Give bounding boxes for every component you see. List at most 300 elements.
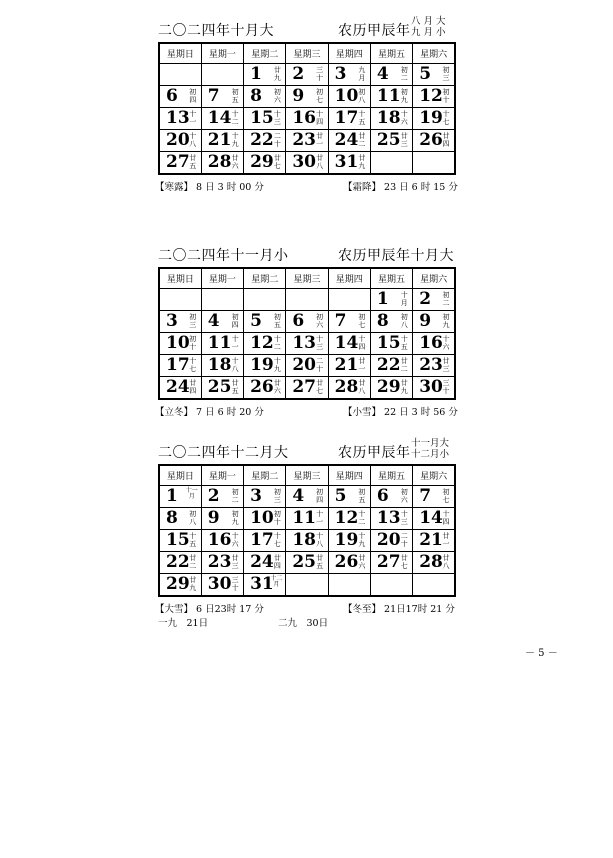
week-row	[159, 574, 455, 597]
day-cell	[244, 574, 286, 597]
lunar-day: 廿六	[231, 154, 239, 170]
day-cell-content	[371, 333, 412, 354]
empty-cell	[159, 64, 201, 86]
lunar-year-title: 农历甲辰年	[338, 23, 411, 39]
day-cell-content	[329, 552, 370, 573]
weekday-header: 星期六	[413, 268, 455, 289]
day-cell-content	[413, 311, 454, 332]
solar-day: 9	[207, 508, 220, 528]
weekday-header: 星期日	[159, 43, 201, 64]
day-cell-content	[329, 64, 370, 85]
solar-term-name: 【立冬】	[155, 407, 194, 418]
day-cell-content	[286, 86, 327, 107]
lunar-day: 二十	[316, 357, 324, 373]
solar-day: 21	[207, 130, 232, 150]
day-cell-content	[286, 508, 327, 529]
solar-day: 29	[376, 377, 401, 397]
day-cell-content	[244, 377, 285, 398]
solar-day: 20	[292, 355, 317, 375]
day-cell	[286, 64, 328, 86]
day-cell	[201, 152, 243, 175]
lunar-day: 廿三	[400, 132, 408, 148]
lunar-day: 初九	[231, 510, 239, 526]
lunar-day: 廿八	[442, 554, 450, 570]
day-cell	[413, 486, 455, 508]
lunar-day: 十二	[358, 510, 366, 526]
day-cell	[286, 333, 328, 355]
lunar-day: 十一	[189, 110, 197, 126]
day-cell-content	[160, 486, 201, 507]
page-number: － 5 －	[525, 648, 558, 659]
day-cell	[328, 552, 370, 574]
solar-term-name: 【寒露】	[155, 182, 194, 193]
lunar-day: 十九	[231, 132, 239, 148]
day-cell-content	[202, 333, 243, 354]
day-cell	[201, 355, 243, 377]
day-cell-content	[329, 508, 370, 529]
day-cell-content	[286, 530, 327, 551]
lunar-month-label: 八 月 大	[411, 16, 446, 27]
month-block	[155, 243, 458, 422]
day-cell	[244, 108, 286, 130]
day-cell-content	[413, 108, 454, 129]
day-cell-content	[202, 86, 243, 107]
week-row	[159, 64, 455, 86]
day-cell	[413, 311, 455, 333]
solar-day: 14	[207, 108, 232, 128]
lunar-day: 廿五	[231, 379, 239, 395]
day-cell	[244, 311, 286, 333]
solar-term	[155, 601, 264, 615]
day-cell-content	[371, 508, 412, 529]
weekday-header: 星期四	[328, 465, 370, 486]
day-cell	[328, 130, 370, 152]
solar-day: 26	[419, 130, 443, 150]
solar-day: 27	[292, 377, 317, 397]
lunar-day: 十六	[231, 532, 239, 548]
day-cell-content	[413, 377, 454, 398]
lunar-day: 三十	[231, 576, 239, 592]
solar-day: 23	[207, 552, 232, 572]
day-cell	[201, 508, 243, 530]
solar-day: 9	[419, 311, 432, 331]
day-cell-content	[329, 486, 370, 507]
lunar-day: 廿一	[442, 532, 450, 548]
lunar-day: 廿一	[358, 357, 366, 373]
day-cell-content	[244, 552, 285, 573]
month-title: 二〇二四年十月大	[158, 23, 274, 39]
day-cell	[244, 86, 286, 108]
day-cell-content	[371, 355, 412, 376]
day-cell-content	[371, 486, 412, 507]
empty-cell	[370, 574, 412, 597]
solar-day: 17	[250, 530, 274, 550]
day-cell-content	[202, 486, 243, 507]
day-cell-content	[244, 311, 285, 332]
lunar-day: 十八	[189, 132, 197, 148]
solar-day: 27	[166, 152, 190, 172]
day-cell	[286, 530, 328, 552]
lunar-day: 廿六	[273, 379, 281, 395]
solar-day: 22	[250, 130, 274, 150]
day-cell	[201, 86, 243, 108]
lunar-day: 初八	[400, 313, 408, 329]
day-cell-content	[329, 108, 370, 129]
solar-day: 10	[250, 508, 274, 528]
week-row	[159, 552, 455, 574]
lunar-day: 初七	[358, 313, 366, 329]
day-cell-content	[371, 377, 412, 398]
weekday-header-row	[159, 43, 455, 64]
lunar-day: 十一	[231, 335, 239, 351]
lunar-day: 廿五	[316, 554, 324, 570]
weekday-header: 星期四	[328, 43, 370, 64]
solar-day: 7	[419, 486, 432, 506]
day-cell	[413, 508, 455, 530]
day-cell-content	[413, 508, 454, 529]
day-cell	[159, 486, 201, 508]
day-cell-content	[413, 86, 454, 107]
solar-day: 28	[207, 152, 232, 172]
day-cell	[244, 508, 286, 530]
weekday-header: 星期二	[244, 43, 286, 64]
week-row	[159, 152, 455, 175]
solar-day: 12	[419, 86, 443, 106]
lunar-day: 十四	[442, 510, 450, 526]
lunar-day: 廿四	[273, 554, 281, 570]
day-cell	[244, 130, 286, 152]
day-cell	[159, 86, 201, 108]
day-cell	[244, 152, 286, 175]
weekday-header: 星期六	[413, 43, 455, 64]
solar-day: 13	[166, 108, 190, 128]
solar-day: 26	[250, 377, 274, 397]
solar-term-name: 【大雪】	[155, 604, 194, 615]
solar-day: 12	[334, 508, 359, 528]
day-cell	[370, 64, 412, 86]
weekday-header: 星期三	[286, 268, 328, 289]
day-cell-content	[160, 108, 201, 129]
calendar-grid	[158, 42, 456, 175]
lunar-day: 初八	[358, 88, 366, 104]
solar-day: 30	[419, 377, 443, 397]
solar-day: 15	[166, 530, 190, 550]
lunar-day: 初十	[189, 335, 197, 351]
solar-day: 11	[292, 508, 317, 528]
calendar-grid	[158, 267, 456, 400]
lunar-day: 廿九	[358, 154, 366, 170]
lunar-day: 初四	[316, 488, 324, 504]
day-cell-content	[329, 311, 370, 332]
week-row	[159, 130, 455, 152]
solar-day: 25	[207, 377, 232, 397]
lunar-day: 初十	[273, 510, 281, 526]
lunar-day: 初五	[358, 488, 366, 504]
lunar-day: 廿七	[316, 379, 324, 395]
solar-day: 11	[207, 333, 232, 353]
solar-day: 23	[419, 355, 443, 375]
solar-term-time: 7 日 6 时 20 分	[196, 407, 264, 418]
solar-day: 22	[376, 355, 401, 375]
day-cell-content	[329, 86, 370, 107]
lunar-day: 初四	[189, 88, 197, 104]
day-cell	[413, 64, 455, 86]
lunar-day: 初三	[189, 313, 197, 329]
lunar-day: 初六	[316, 313, 324, 329]
day-cell	[413, 530, 455, 552]
solar-day: 17	[166, 355, 190, 375]
day-cell	[159, 530, 201, 552]
day-cell-content	[329, 152, 370, 173]
solar-term	[343, 179, 458, 193]
day-cell-content	[286, 64, 327, 85]
solar-day: 8	[376, 311, 389, 331]
lunar-day: 十二	[273, 335, 281, 351]
day-cell-content	[160, 508, 201, 529]
solar-day: 29	[250, 152, 274, 172]
solar-day: 15	[376, 333, 401, 353]
day-cell-content	[160, 530, 201, 551]
solar-day: 16	[292, 108, 317, 128]
solar-term-time: 23 日 6 时 15 分	[384, 182, 458, 193]
solar-day: 11	[376, 86, 401, 106]
day-cell-content	[413, 64, 454, 85]
day-cell	[370, 108, 412, 130]
lunar-day: 十一	[316, 510, 324, 526]
lunar-day: 廿一	[316, 132, 324, 148]
day-cell	[413, 355, 455, 377]
weekday-header: 星期五	[370, 268, 412, 289]
day-cell	[286, 508, 328, 530]
day-cell-content	[286, 355, 327, 376]
day-cell	[244, 552, 286, 574]
lunar-day: 初五	[231, 88, 239, 104]
solar-day: 19	[419, 108, 443, 128]
day-cell-content	[371, 130, 412, 151]
day-cell	[370, 311, 412, 333]
day-cell	[244, 486, 286, 508]
lunar-day: 初二	[442, 291, 450, 307]
solar-day: 20	[376, 530, 401, 550]
day-cell-content	[413, 552, 454, 573]
lunar-day: 廿三	[231, 554, 239, 570]
lunar-day: 十六	[400, 110, 408, 126]
weekday-header: 星期五	[370, 465, 412, 486]
day-cell	[201, 333, 243, 355]
day-cell	[159, 377, 201, 400]
lunar-day: 十一月	[185, 487, 198, 500]
solar-day: 25	[376, 130, 401, 150]
day-cell-content	[202, 552, 243, 573]
weekday-header: 星期五	[370, 43, 412, 64]
solar-term	[343, 601, 455, 615]
day-cell	[159, 355, 201, 377]
day-cell-content	[202, 152, 243, 173]
lunar-day: 十月	[400, 291, 408, 307]
solar-terms	[155, 179, 458, 197]
day-cell	[328, 152, 370, 175]
solar-day: 18	[376, 108, 401, 128]
day-cell	[370, 130, 412, 152]
empty-cell	[286, 289, 328, 311]
empty-cell	[244, 289, 286, 311]
lunar-year-title: 农历甲辰年十月大	[338, 248, 454, 264]
solar-day: 23	[292, 130, 317, 150]
day-cell-content	[244, 152, 285, 173]
lunar-day: 十五	[358, 110, 366, 126]
day-cell	[244, 530, 286, 552]
solar-day: 16	[207, 530, 232, 550]
empty-cell	[370, 152, 412, 175]
day-cell	[370, 333, 412, 355]
solar-term	[155, 404, 264, 418]
empty-cell	[413, 152, 455, 175]
solar-term-name: 【冬至】	[343, 604, 382, 615]
day-cell	[201, 486, 243, 508]
day-cell	[201, 574, 243, 597]
day-cell	[370, 355, 412, 377]
day-cell-content	[160, 377, 201, 398]
lunar-day: 十六	[442, 335, 450, 351]
day-cell	[286, 486, 328, 508]
lunar-day: 廿五	[189, 154, 197, 170]
solar-day: 13	[376, 508, 401, 528]
day-cell-content	[244, 355, 285, 376]
day-cell	[244, 377, 286, 400]
solar-day: 13	[292, 333, 317, 353]
solar-day: 2	[292, 64, 305, 84]
solar-day: 1	[250, 64, 262, 84]
solar-day: 8	[250, 86, 262, 106]
lunar-day: 廿三	[442, 357, 450, 373]
solar-day: 22	[166, 552, 190, 572]
weekday-header: 星期二	[244, 465, 286, 486]
lunar-day: 十五	[400, 335, 408, 351]
solar-day: 1	[166, 486, 178, 506]
weekday-header: 星期六	[413, 465, 455, 486]
lunar-day: 初三	[442, 66, 450, 82]
solar-day: 28	[419, 552, 443, 572]
day-cell-content	[286, 377, 327, 398]
day-cell-content	[202, 377, 243, 398]
day-cell	[159, 574, 201, 597]
day-cell	[328, 108, 370, 130]
solar-day: 12	[250, 333, 274, 353]
lunar-day: 廿二	[189, 554, 197, 570]
day-cell-content	[160, 333, 201, 354]
day-cell	[370, 552, 412, 574]
day-cell	[286, 377, 328, 400]
day-cell	[413, 108, 455, 130]
calendar-grid	[158, 464, 456, 597]
lunar-day: 十八	[316, 532, 324, 548]
day-cell-content	[244, 486, 285, 507]
lunar-month-label: 九 月 小	[411, 27, 446, 38]
day-cell-content	[202, 530, 243, 551]
weekday-header: 星期三	[286, 43, 328, 64]
solar-day: 28	[334, 377, 359, 397]
week-row	[159, 86, 455, 108]
solar-day: 14	[419, 508, 443, 528]
solar-day: 10	[166, 333, 190, 353]
empty-cell	[328, 574, 370, 597]
solar-day: 2	[419, 289, 432, 309]
day-cell-content	[286, 108, 327, 129]
day-cell	[328, 64, 370, 86]
day-cell	[159, 108, 201, 130]
empty-cell	[201, 64, 243, 86]
shujiu-entry: 二九 30日	[278, 618, 329, 629]
lunar-day: 廿九	[273, 66, 281, 82]
solar-day: 3	[334, 64, 347, 84]
solar-day: 20	[166, 130, 190, 150]
shujiu-entry: 一九 21日	[158, 618, 209, 629]
day-cell-content	[286, 486, 327, 507]
solar-day: 24	[250, 552, 274, 572]
solar-day: 29	[166, 574, 190, 594]
solar-day: 8	[166, 508, 178, 528]
lunar-day: 廿八	[316, 154, 324, 170]
solar-day: 24	[166, 377, 190, 397]
weekday-header-row	[159, 465, 455, 486]
day-cell	[201, 377, 243, 400]
lunar-day: 初八	[189, 510, 197, 526]
day-cell-content	[329, 377, 370, 398]
day-cell-content	[413, 530, 454, 551]
lunar-day: 十九	[273, 357, 281, 373]
weekday-header: 星期四	[328, 268, 370, 289]
lunar-day: 初四	[231, 313, 239, 329]
lunar-day: 廿二	[358, 132, 366, 148]
solar-day: 31	[334, 152, 359, 172]
solar-day: 3	[166, 311, 178, 331]
lunar-day: 廿四	[442, 132, 450, 148]
day-cell	[413, 552, 455, 574]
solar-day: 24	[334, 130, 359, 150]
lunar-day: 初七	[316, 88, 324, 104]
solar-term-time: 22 日 3 时 56 分	[384, 407, 458, 418]
day-cell-content	[329, 355, 370, 376]
month-header	[158, 18, 456, 42]
month-header	[158, 243, 456, 267]
lunar-month-label: 十二月小	[411, 449, 450, 460]
day-cell	[244, 333, 286, 355]
day-cell	[159, 130, 201, 152]
solar-term-time: 6 日23时 17 分	[196, 604, 264, 615]
day-cell	[413, 86, 455, 108]
lunar-day: 十七	[189, 357, 197, 373]
lunar-day: 十二月	[270, 575, 283, 588]
shujiu-counts	[158, 619, 456, 633]
solar-day: 30	[207, 574, 232, 594]
day-cell	[370, 508, 412, 530]
day-cell	[286, 86, 328, 108]
day-cell	[413, 289, 455, 311]
lunar-day: 廿四	[189, 379, 197, 395]
day-cell	[413, 377, 455, 400]
day-cell	[244, 64, 286, 86]
month-block	[155, 438, 456, 633]
day-cell	[286, 355, 328, 377]
solar-day: 31	[250, 574, 274, 594]
day-cell	[201, 108, 243, 130]
day-cell	[328, 311, 370, 333]
day-cell	[159, 508, 201, 530]
lunar-day: 十四	[358, 335, 366, 351]
month-block	[155, 16, 458, 197]
lunar-day: 初七	[442, 488, 450, 504]
lunar-day: 九月	[358, 66, 366, 82]
